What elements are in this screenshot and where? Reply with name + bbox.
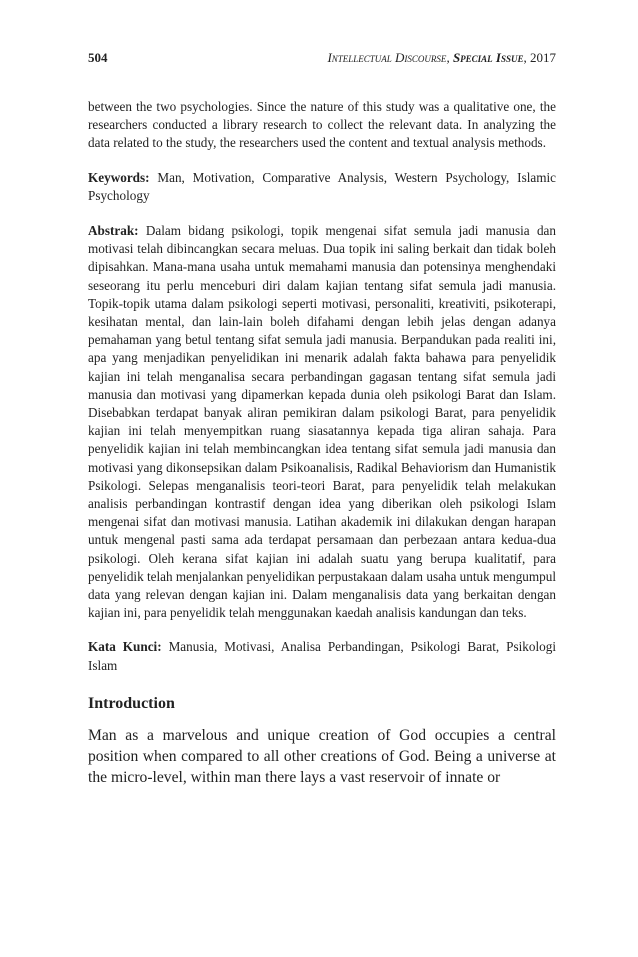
kata-kunci [88, 638, 556, 674]
abstract-continuation: between the two psychologies. Since the nature of this study was a qualitative one, the researchers conducted a library research to collect the relevant data. In analyzing the data related to the study, the researchers used the content and textual analysis methods. [88, 99, 556, 151]
keywords-label: Keywords: [88, 169, 150, 185]
journal-title [327, 50, 556, 66]
abstrak [88, 222, 556, 622]
abstrak-label: Abstrak: [88, 223, 139, 239]
journal-issue: Special Issue [452, 50, 524, 65]
running-head [88, 50, 556, 70]
page [88, 50, 556, 788]
keywords-text: Man, Motivation, Comparative Analysis, Western Psychology, Islamic Psychology [88, 169, 556, 203]
introduction-heading: Introduction [88, 694, 175, 712]
keywords [88, 169, 556, 205]
kata-kunci-text: Manusia, Motivasi, Analisa Perbandingan, Psikologi Barat, Psikologi Islam [88, 639, 556, 673]
abstrak-text: Dalam bidang psikologi, topik mengenai sifat semula jadi manusia dan motivasi telah dibincangkan secara meluas. Dua topik ini saling berkait dan tidak boleh dipisahkan. Mana-mana usaha untuk memahami manusia dan potensinya menghendaki seseorang itu perlu menceburi diri dalam kajian tentang sifat semula jadi manusia. Topik-topik utama dalam psikologi seperti motivasi, personaliti, kreativiti, psikoterapi, kesihatan mental, dan lain-lain boleh difahami dengan lebih jelas dengan adanya pemahaman yang betul tentang sifat semula jadi manusia. Berpandukan pada realiti ini, apa yang menjadikan penyelidikan ini menarik adalah fakta bahawa para penyelidik kajian ini telah menganalisa secara perbandingan gagasan tentang sifat semula jadi manusia dan motivasi yang dipamerkan kepada dunia oleh psikologi Barat dan Islam. Disebabkan terdapat banyak aliran pemikiran dalam psikologi Barat, para penyelidik kajian ini telah menyempitkan ruang siasatannya kepada tiga aliran sahaja. Para penyelidik kajian ini telah membincangkan idea tentang sifat semula jadi manusia dan motivasi yang dikonsepsikan dalam Psikoanalisis, Radikal Behaviorism dan Humanistik Psikologi. Selepas menganalisis teori-teori Barat, para penyelidik telah melakukan analisis perbandingan kontrastif dengan idea yang diberikan oleh psikologi Islam mengenai sifat dan motivasi manusia. Latihan akademik ini dilakukan dengan harapan untuk mengenal pasti sama ada terdapat persamaan dan perbezaan antara kedua-dua psikologi. Oleh kerana sifat kajian ini adalah suatu yang berupa kualitatif, para penyelidik telah menjalankan penyelidikan perpustakaan dalam usaha untuk mengumpul data yang relevan dengan kajian ini. Dalam menganalisis data yang berkaitan dengan kajian ini, para penyelidik telah menggunakan kaedah analisis kandungan dan teks. [88, 223, 557, 621]
journal-name: Intellectual Discourse [327, 50, 447, 65]
page-number: 504 [88, 50, 108, 65]
journal-separator: , [446, 50, 453, 65]
journal-year: , 2017 [523, 50, 556, 65]
introduction-paragraph: Man as a marvelous and unique creation of God occupies a central position when compared to all other creations of God. Being a universe at the micro-level, within man there lays a vast reservoir of innate or [88, 726, 556, 786]
kata-kunci-label: Kata Kunci: [88, 639, 162, 655]
